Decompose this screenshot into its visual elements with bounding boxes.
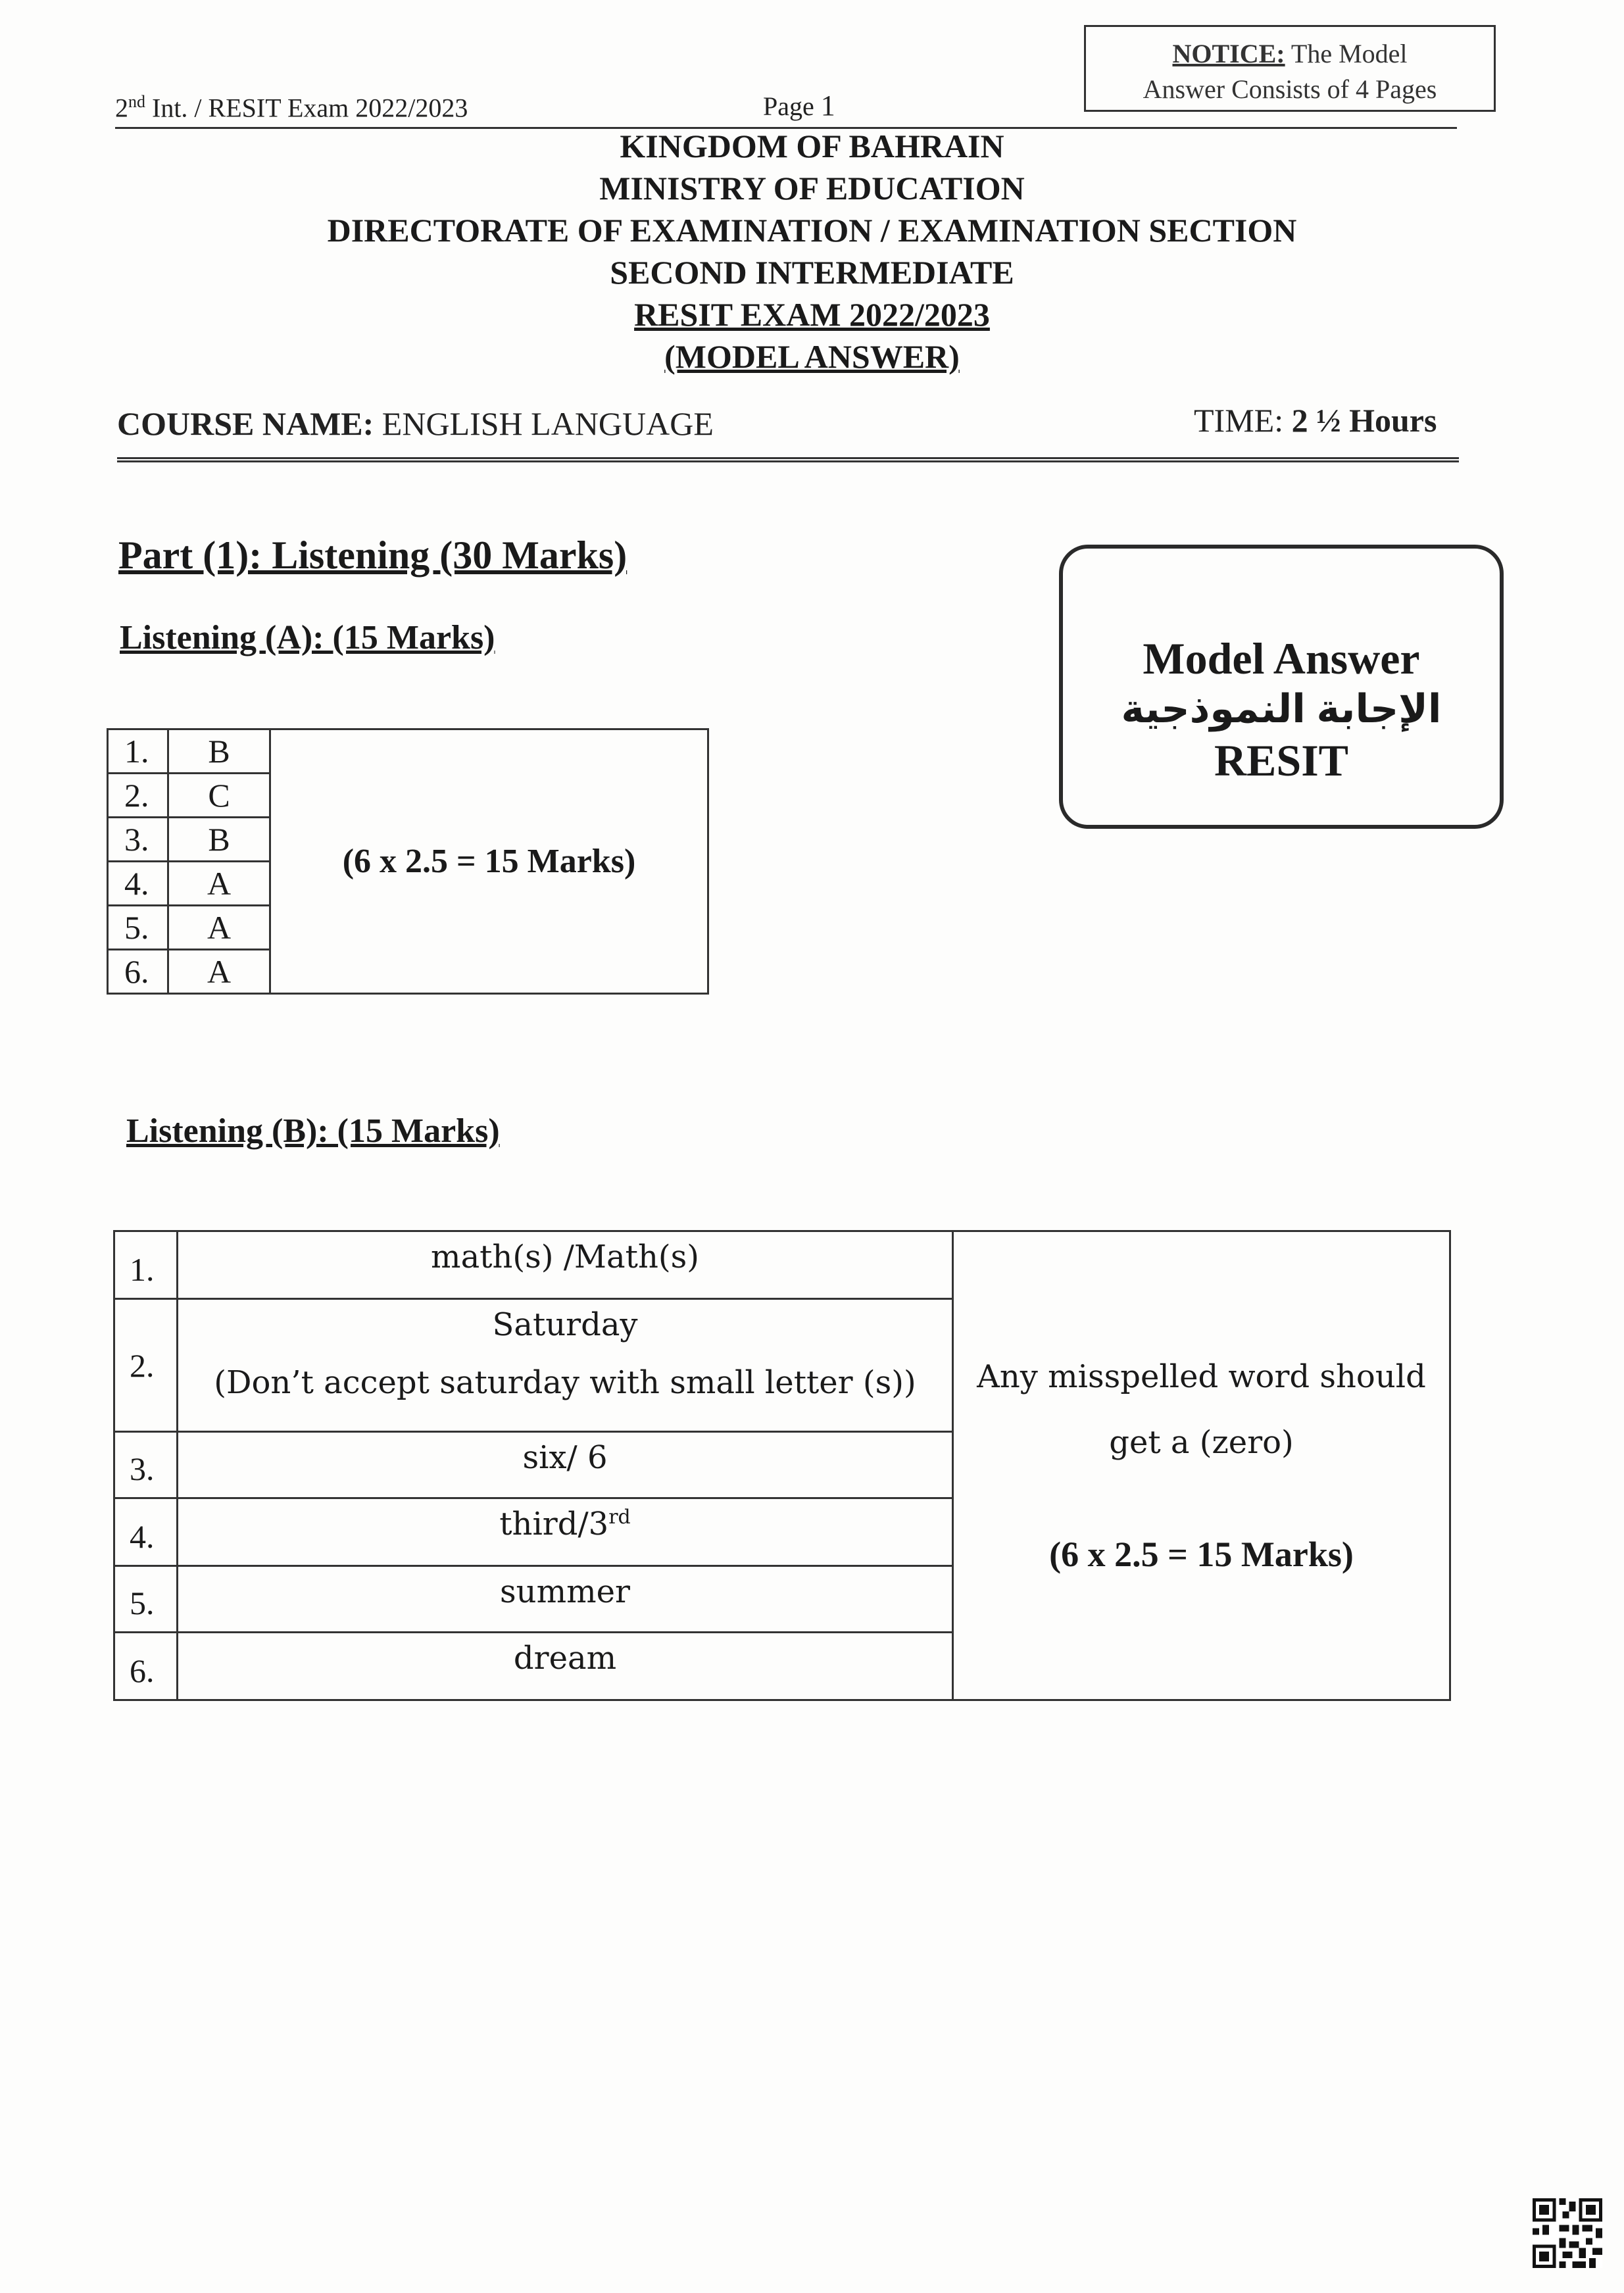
listening-b-table [113,1230,1451,1701]
row-answer [178,1299,953,1432]
row-number: 1. [114,1231,178,1299]
row-answer: B [168,818,270,862]
table-row [114,1231,1450,1299]
title-line-6: (MODEL ANSWER) [664,338,960,375]
row-answer: B [168,729,270,774]
title-line-3: DIRECTORATE OF EXAMINATION / EXAMINATION SECTION [327,212,1297,249]
model-answer-stamp [1059,545,1504,829]
row-answer: A [168,950,270,994]
row-number: 2. [108,774,168,818]
row-number: 5. [108,906,168,950]
page-number: 1 [820,89,835,122]
row-number: 4. [114,1498,178,1566]
row-answer: A [168,906,270,950]
course-value: ENGLISH LANGUAGE [374,405,714,442]
qr-code-icon [1533,2198,1602,2268]
row-answer: A [168,862,270,906]
listening-a-marks: (6 x 2.5 = 15 Marks) [270,729,708,994]
listening-b-title: Listening (B): (15 Marks) [126,1112,500,1150]
notice-label: NOTICE: [1172,39,1285,68]
exam-header-prefix: 2 [115,93,128,123]
row-answer: six/ 6 [178,1432,953,1498]
row-number: 6. [114,1633,178,1700]
row-number: 1. [108,729,168,774]
answer-main: Saturday [492,1306,638,1343]
time-value: 2 ½ Hours [1283,402,1437,439]
row-answer [178,1498,953,1566]
notice-text-2: Answer Consists of 4 Pages [1143,74,1437,104]
stamp-line-3: RESIT [1214,735,1349,785]
notice-box [1084,25,1496,112]
row-answer: math(s) /Math(s) [178,1231,953,1299]
row-number: 6. [108,950,168,994]
page-indicator [763,89,835,122]
note-line-2: get a (zero) [1109,1424,1294,1461]
part-1-title: Part (1): Listening (30 Marks) [118,533,627,577]
course-name [117,405,714,443]
course-label: COURSE NAME: [117,405,374,442]
title-line-5: RESIT EXAM 2022/2023 [634,296,990,333]
title-line-2: MINISTRY OF EDUCATION [599,170,1025,207]
page-label: Page [763,91,814,121]
answer-sup: rd [608,1506,631,1529]
exam-header-label [115,92,468,123]
notice-text-1: The Model [1285,39,1408,68]
row-answer: C [168,774,270,818]
exam-header-sup: nd [128,92,145,111]
title-line-4: SECOND INTERMEDIATE [610,254,1014,291]
table-row [108,729,708,774]
row-number: 5. [114,1566,178,1633]
course-divider [117,457,1459,462]
listening-b-marks: (6 x 2.5 = 15 Marks) [1049,1535,1354,1574]
stamp-line-1: Model Answer [1143,633,1420,683]
row-number: 4. [108,862,168,906]
answer-main: third/3 [499,1506,609,1542]
title-block [0,125,1624,378]
answer-note: (Don’t accept saturday with small letter (s)) [214,1364,916,1401]
stamp-line-2: الإجابة النموذجية [1121,687,1442,731]
listening-a-title: Listening (A): (15 Marks) [120,619,495,656]
listening-a-table [107,728,709,995]
time-label: TIME: [1194,402,1284,439]
row-number: 2. [114,1299,178,1432]
exam-header-text: Int. / RESIT Exam 2022/2023 [145,93,468,123]
title-line-1: KINGDOM OF BAHRAIN [620,128,1004,164]
row-number: 3. [108,818,168,862]
row-number: 3. [114,1432,178,1498]
exam-time [1194,401,1437,439]
row-answer: summer [178,1566,953,1633]
row-answer: dream [178,1633,953,1700]
listening-b-note [953,1231,1450,1700]
note-line-1: Any misspelled word should [977,1358,1426,1395]
